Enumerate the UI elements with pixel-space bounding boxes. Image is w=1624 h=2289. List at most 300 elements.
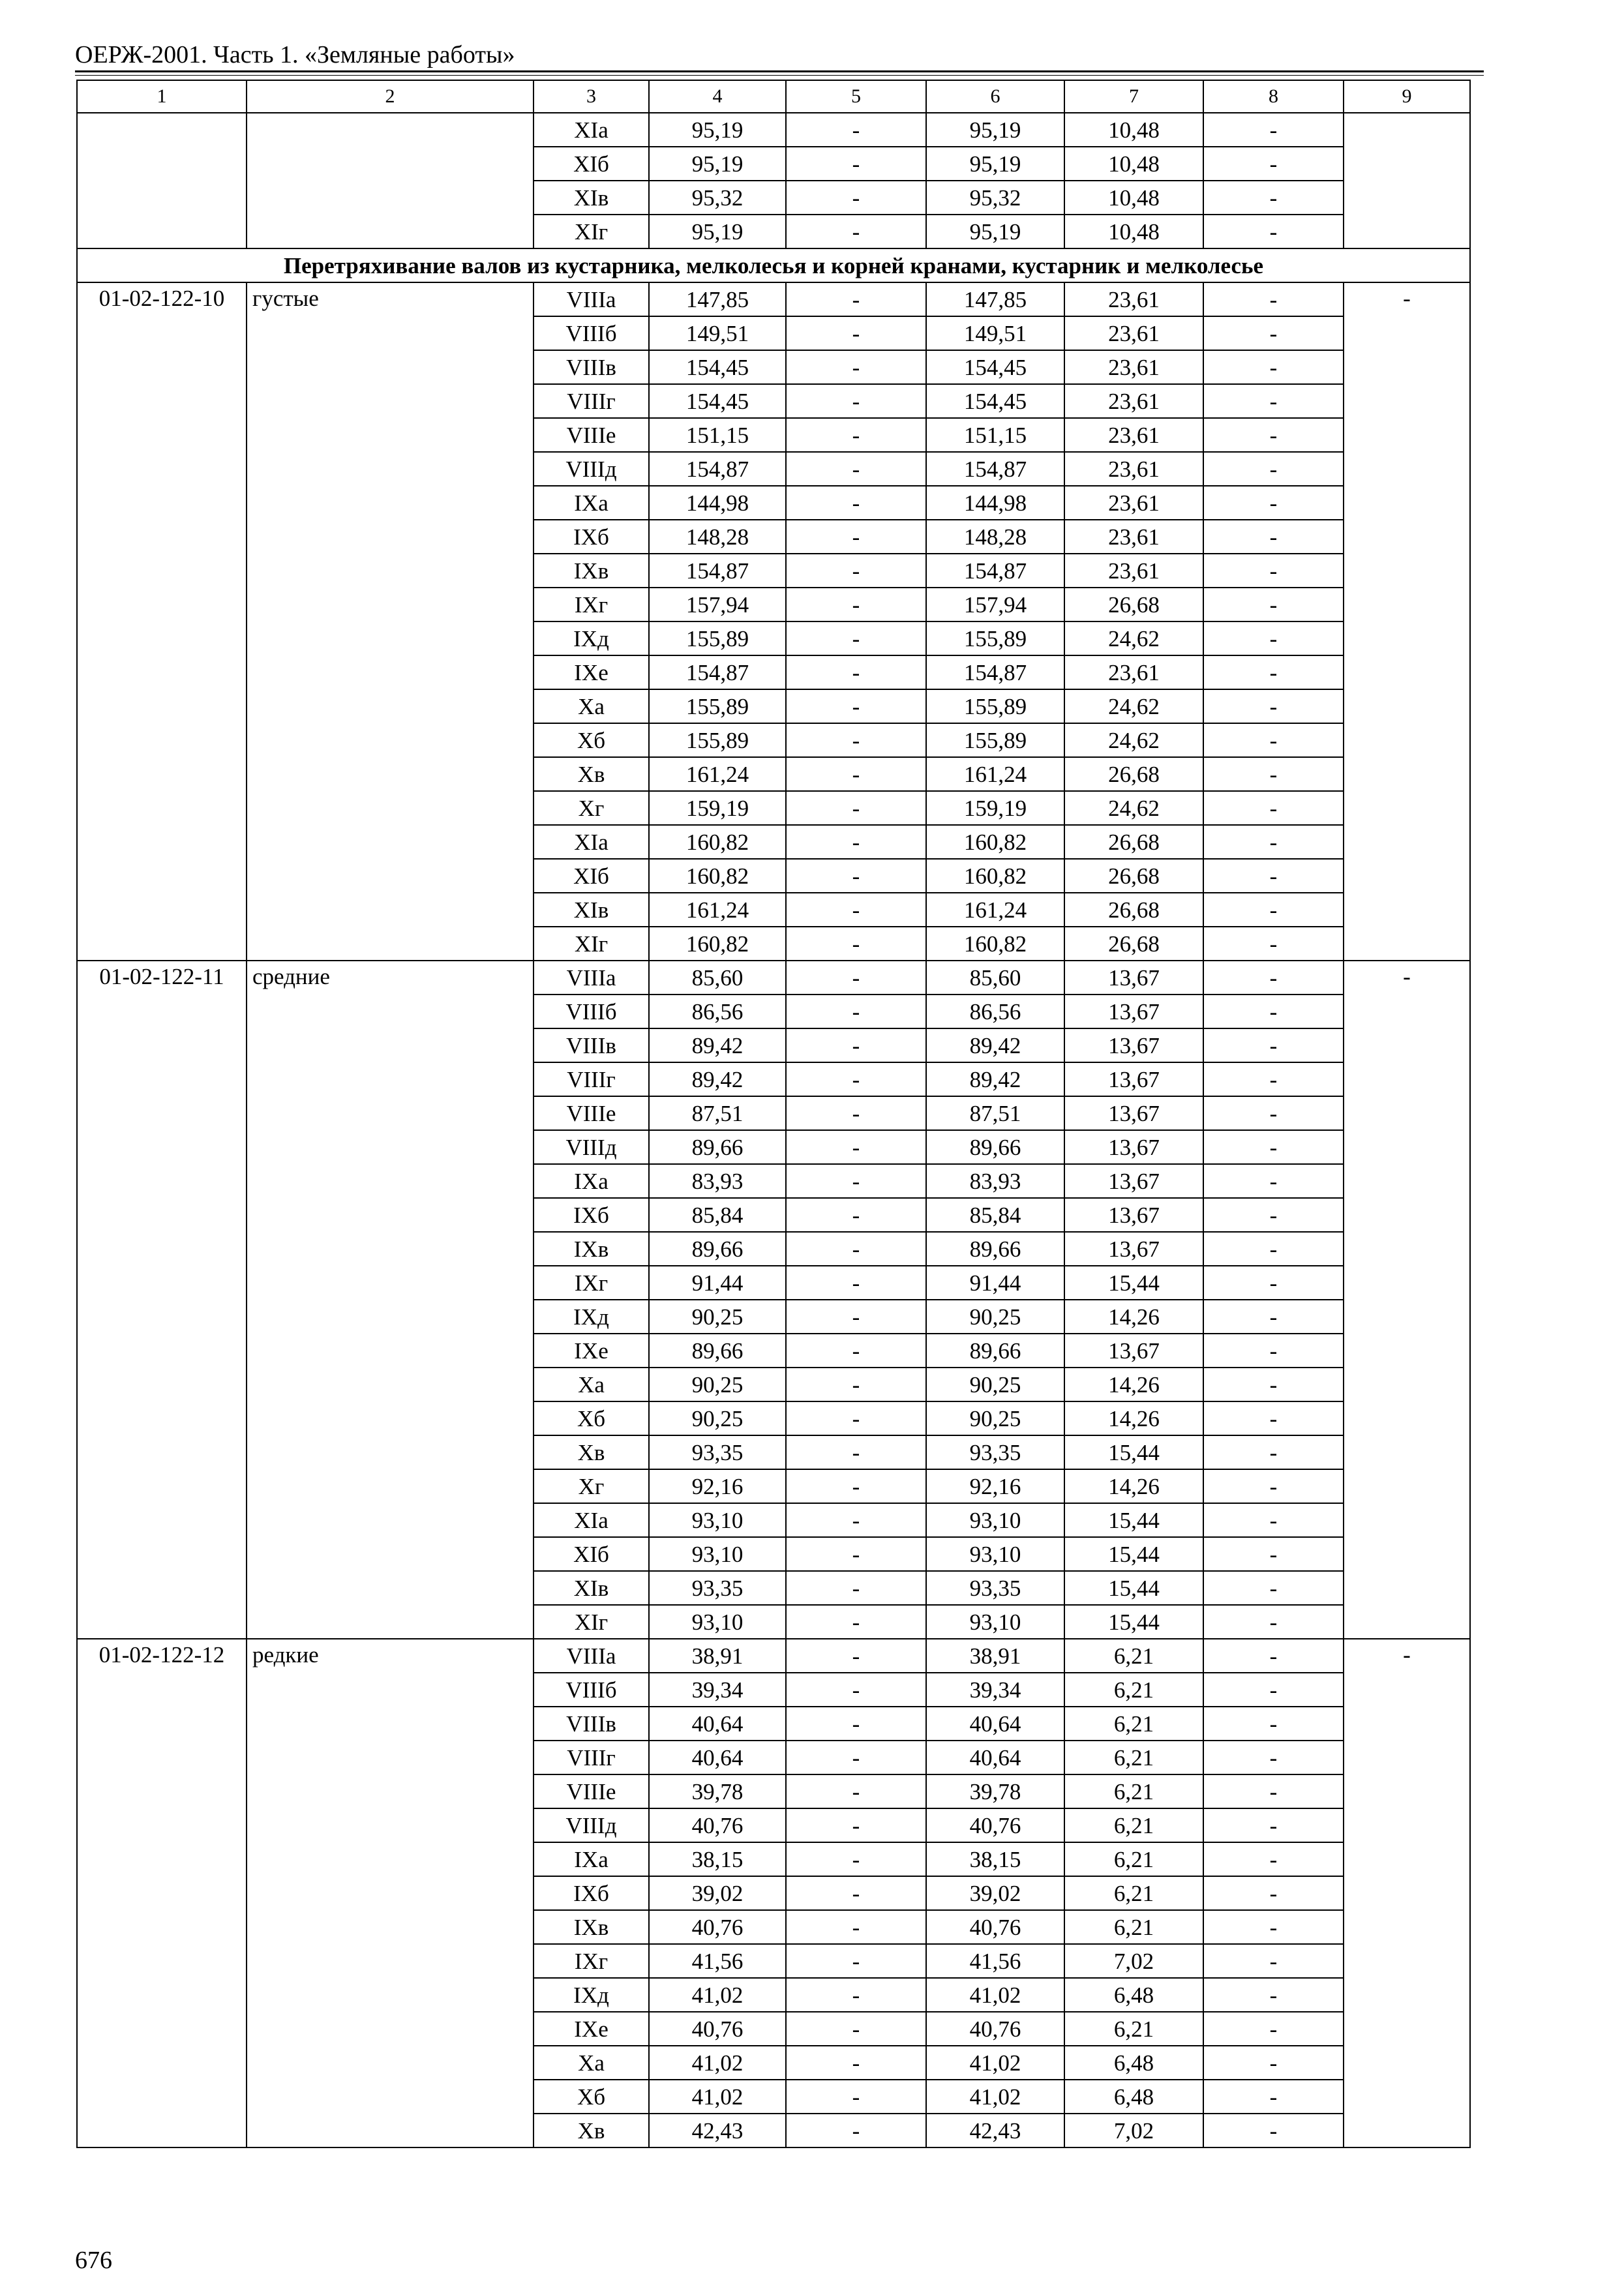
table-cell: -: [786, 215, 926, 248]
table-cell: 40,64: [649, 1741, 786, 1774]
table-cell: -: [1203, 588, 1344, 621]
table-cell: 154,87: [926, 655, 1064, 689]
table-cell: IXе: [534, 2012, 649, 2046]
table-cell: -: [786, 282, 926, 316]
table-cell: 154,45: [649, 384, 786, 418]
table-cell: XIа: [534, 1503, 649, 1537]
column-number: 7: [1064, 80, 1203, 113]
table-cell: -: [786, 1266, 926, 1300]
table-cell: XIв: [534, 181, 649, 215]
table-cell: -: [786, 1130, 926, 1164]
table-cell: 95,19: [926, 147, 1064, 181]
table-cell: -: [786, 1164, 926, 1198]
table-cell: 6,21: [1064, 1673, 1203, 1707]
table-cell: 15,44: [1064, 1266, 1203, 1300]
table-cell: -: [786, 554, 926, 588]
table-cell: 147,85: [926, 282, 1064, 316]
table-cell: 144,98: [649, 486, 786, 520]
table-cell: 6,21: [1064, 1910, 1203, 1944]
table-cell: 13,67: [1064, 995, 1203, 1028]
table-cell: IXв: [534, 554, 649, 588]
table-cell: -: [786, 1368, 926, 1401]
table-cell: 40,64: [926, 1707, 1064, 1741]
table-cell: IXв: [534, 1910, 649, 1944]
table-cell: 6,21: [1064, 1707, 1203, 1741]
table-cell: 161,24: [649, 757, 786, 791]
table-cell: 26,68: [1064, 893, 1203, 927]
table-cell: 41,02: [926, 2080, 1064, 2114]
table-cell: -: [1203, 1944, 1344, 1978]
table-cell: 95,19: [649, 147, 786, 181]
table-cell: XIв: [534, 1571, 649, 1605]
table-cell: Xб: [534, 1401, 649, 1435]
table-cell: 149,51: [649, 316, 786, 350]
table-cell: 26,68: [1064, 927, 1203, 961]
table-cell: 41,02: [649, 2080, 786, 2114]
table-cell: 41,56: [926, 1944, 1064, 1978]
table-cell: -: [786, 1808, 926, 1842]
table-cell: Xг: [534, 1469, 649, 1503]
table-cell: 155,89: [649, 723, 786, 757]
table-cell: XIг: [534, 927, 649, 961]
table-cell: 86,56: [926, 995, 1064, 1028]
table-cell: -: [786, 418, 926, 452]
table-cell: 154,87: [649, 554, 786, 588]
table-cell: 23,61: [1064, 384, 1203, 418]
table-cell: 23,61: [1064, 486, 1203, 520]
table-cell: 40,76: [926, 1910, 1064, 1944]
page-number: 676: [75, 2247, 112, 2274]
table-cell: 154,87: [926, 554, 1064, 588]
table-cell: 6,21: [1064, 2012, 1203, 2046]
table-cell: 93,35: [926, 1571, 1064, 1605]
table-cell: -: [1203, 1639, 1344, 1673]
table-cell: -: [786, 486, 926, 520]
table-cell: Xв: [534, 2114, 649, 2147]
table-cell: 95,32: [926, 181, 1064, 215]
table-cell: IXб: [534, 520, 649, 554]
table-cell: -: [1203, 1503, 1344, 1537]
table-cell: -: [786, 1774, 926, 1808]
table-cell: IXа: [534, 1164, 649, 1198]
table-cell: 93,10: [649, 1537, 786, 1571]
table-cell: 89,66: [649, 1130, 786, 1164]
table-cell: 13,67: [1064, 1130, 1203, 1164]
table-cell: -: [786, 1435, 926, 1469]
table-cell: -: [786, 723, 926, 757]
table-cell: VIIIе: [534, 1774, 649, 1808]
table-cell: -: [1203, 215, 1344, 248]
header-rule-thin: [75, 75, 1484, 76]
table-cell: -: [1203, 1673, 1344, 1707]
table-cell: -: [1203, 282, 1344, 316]
table-cell: 6,48: [1064, 2046, 1203, 2080]
table-cell: 39,78: [649, 1774, 786, 1808]
table-cell: -: [1203, 1876, 1344, 1910]
table-cell: 6,48: [1064, 2080, 1203, 2114]
table-cell: 160,82: [649, 825, 786, 859]
rate-name: редкие: [247, 1639, 534, 2147]
table-cell: XIг: [534, 1605, 649, 1639]
table-cell: 39,02: [649, 1876, 786, 1910]
table-cell: -: [1203, 1435, 1344, 1469]
table-cell: 13,67: [1064, 1028, 1203, 1062]
table-cell: 24,62: [1064, 621, 1203, 655]
table-cell: -: [1203, 723, 1344, 757]
table-cell: 24,62: [1064, 723, 1203, 757]
table-cell: -: [786, 1096, 926, 1130]
table-cell: -: [786, 384, 926, 418]
table-cell: 93,35: [926, 1435, 1064, 1469]
table-cell: -: [1203, 1062, 1344, 1096]
table-cell: 85,84: [649, 1198, 786, 1232]
rate-code: 01-02-122-12: [77, 1639, 247, 2147]
table-cell: -: [1203, 1707, 1344, 1741]
table-cell: 157,94: [926, 588, 1064, 621]
table-cell: 92,16: [649, 1469, 786, 1503]
table-cell: 90,25: [926, 1401, 1064, 1435]
table-cell: -: [1203, 1469, 1344, 1503]
table-cell: 95,19: [926, 113, 1064, 147]
table-cell: Xа: [534, 689, 649, 723]
column-number: 8: [1203, 80, 1344, 113]
table-cell: 154,87: [926, 452, 1064, 486]
table-cell: 147,85: [649, 282, 786, 316]
table-cell: -: [786, 316, 926, 350]
table-cell: 89,66: [649, 1334, 786, 1368]
table-cell: VIIIд: [534, 452, 649, 486]
table-cell: 15,44: [1064, 1537, 1203, 1571]
table-cell: 93,35: [649, 1435, 786, 1469]
table-cell: IXе: [534, 1334, 649, 1368]
table-cell: Xг: [534, 791, 649, 825]
table-cell: 40,76: [649, 1808, 786, 1842]
table-cell: XIв: [534, 893, 649, 927]
table-cell: -: [1203, 1130, 1344, 1164]
table-cell: 23,61: [1064, 350, 1203, 384]
table-cell: 95,19: [649, 113, 786, 147]
table-cell: 40,76: [649, 1910, 786, 1944]
table-cell: 15,44: [1064, 1571, 1203, 1605]
table-cell: 155,89: [649, 621, 786, 655]
table-cell: -: [1203, 554, 1344, 588]
table-cell: 39,34: [649, 1673, 786, 1707]
table-cell: 89,66: [926, 1130, 1064, 1164]
table-cell: 159,19: [649, 791, 786, 825]
table-cell: -: [1203, 486, 1344, 520]
table-cell: VIIIд: [534, 1130, 649, 1164]
section-row: [77, 248, 1470, 282]
table-cell: 160,82: [926, 859, 1064, 893]
table-cell: VIIIд: [534, 1808, 649, 1842]
table-cell: 160,82: [926, 825, 1064, 859]
table-cell: 10,48: [1064, 181, 1203, 215]
table-row: [77, 113, 1470, 147]
table-cell: 38,15: [926, 1842, 1064, 1876]
table-cell: VIIIв: [534, 350, 649, 384]
table-cell: 89,66: [649, 1232, 786, 1266]
table-cell: 10,48: [1064, 147, 1203, 181]
table-cell: 161,24: [926, 893, 1064, 927]
table-cell: 155,89: [649, 689, 786, 723]
table-cell: -: [786, 961, 926, 995]
table-cell: -: [786, 1741, 926, 1774]
table-cell: -: [786, 113, 926, 147]
table-cell: IXб: [534, 1198, 649, 1232]
table-cell: 15,44: [1064, 1435, 1203, 1469]
table-cell: 90,25: [926, 1368, 1064, 1401]
table-cell: -: [1203, 1096, 1344, 1130]
table-cell: -: [786, 2080, 926, 2114]
table-cell: 23,61: [1064, 316, 1203, 350]
table-cell: VIIIб: [534, 316, 649, 350]
table-cell: -: [1203, 825, 1344, 859]
table-cell: -: [1203, 350, 1344, 384]
table-cell: 149,51: [926, 316, 1064, 350]
table-cell: -: [786, 2012, 926, 2046]
table-cell: -: [1203, 1571, 1344, 1605]
table-cell: -: [786, 520, 926, 554]
column-number-row: [77, 80, 1470, 113]
table-cell: -: [1203, 1741, 1344, 1774]
table-cell: XIа: [534, 825, 649, 859]
table-cell: -: [1203, 1198, 1344, 1232]
table-cell: -: [1203, 859, 1344, 893]
table-cell: VIIIб: [534, 1673, 649, 1707]
table-cell: 89,66: [926, 1232, 1064, 1266]
table-cell: 6,21: [1064, 1876, 1203, 1910]
table-cell: -: [1203, 1774, 1344, 1808]
table-cell: IXа: [534, 486, 649, 520]
table-cell: 40,76: [926, 1808, 1064, 1842]
table-cell: -: [1203, 418, 1344, 452]
table-cell: 10,48: [1064, 215, 1203, 248]
table-cell: 89,42: [926, 1062, 1064, 1096]
table-cell: 10,48: [1064, 113, 1203, 147]
table-cell: -: [786, 350, 926, 384]
table-cell: -: [786, 927, 926, 961]
table-cell: 23,61: [1064, 554, 1203, 588]
table-cell: IXд: [534, 1978, 649, 2012]
table-cell: 39,34: [926, 1673, 1064, 1707]
table-cell: -: [1203, 1842, 1344, 1876]
table-row: [77, 282, 1470, 316]
header-rule: [75, 70, 1484, 72]
table-cell: 23,61: [1064, 452, 1203, 486]
table-cell: 42,43: [649, 2114, 786, 2147]
table-cell: -: [786, 1469, 926, 1503]
table-cell: 39,78: [926, 1774, 1064, 1808]
table-cell: 38,15: [649, 1842, 786, 1876]
table-cell: 160,82: [649, 859, 786, 893]
table-cell: 38,91: [926, 1639, 1064, 1673]
table-cell: 160,82: [926, 927, 1064, 961]
table-cell: 13,67: [1064, 1164, 1203, 1198]
table-cell: -: [786, 1910, 926, 1944]
table-cell: 13,67: [1064, 1334, 1203, 1368]
table-cell: 15,44: [1064, 1605, 1203, 1639]
table-cell: 6,48: [1064, 1978, 1203, 2012]
table-cell: 24,62: [1064, 791, 1203, 825]
table-cell: 13,67: [1064, 1232, 1203, 1266]
table-cell: VIIIа: [534, 1639, 649, 1673]
table-cell: 15,44: [1064, 1503, 1203, 1537]
table-cell: VIIIе: [534, 1096, 649, 1130]
table-cell: 23,61: [1064, 418, 1203, 452]
table-cell: 6,21: [1064, 1842, 1203, 1876]
table-cell: VIIIе: [534, 418, 649, 452]
col9-cell: -: [1344, 961, 1470, 1639]
table-cell: -: [1203, 1401, 1344, 1435]
table-cell: -: [1203, 384, 1344, 418]
table-row: [77, 1639, 1470, 1673]
table-cell: 93,10: [926, 1537, 1064, 1571]
table-cell: Xа: [534, 2046, 649, 2080]
rates-table: [76, 80, 1471, 2148]
table-cell: -: [1203, 689, 1344, 723]
column-number: 1: [77, 80, 247, 113]
table-cell: VIIIв: [534, 1707, 649, 1741]
table-cell: 6,21: [1064, 1774, 1203, 1808]
column-number: 4: [649, 80, 786, 113]
table-cell: 148,28: [649, 520, 786, 554]
table-cell: 85,84: [926, 1198, 1064, 1232]
table-cell: -: [1203, 1978, 1344, 2012]
table-cell: -: [786, 1571, 926, 1605]
table-cell: 95,19: [649, 215, 786, 248]
table-cell: 6,21: [1064, 1741, 1203, 1774]
table-cell: 91,44: [926, 1266, 1064, 1300]
table-cell: 6,21: [1064, 1639, 1203, 1673]
table-cell: 155,89: [926, 689, 1064, 723]
table-cell: IXд: [534, 621, 649, 655]
table-cell: -: [1203, 1808, 1344, 1842]
table-cell: 83,93: [649, 1164, 786, 1198]
table-cell: -: [1203, 893, 1344, 927]
table-cell: 14,26: [1064, 1300, 1203, 1334]
table-cell: 161,24: [926, 757, 1064, 791]
column-number: 5: [786, 80, 926, 113]
table-cell: 13,67: [1064, 1062, 1203, 1096]
table-cell: 23,61: [1064, 655, 1203, 689]
table-cell: 144,98: [926, 486, 1064, 520]
table-cell: 41,02: [926, 1978, 1064, 2012]
table-cell: -: [786, 1978, 926, 2012]
table-cell: 155,89: [926, 723, 1064, 757]
table-cell: IXв: [534, 1232, 649, 1266]
table-cell: 90,25: [649, 1300, 786, 1334]
table-cell: -: [786, 1503, 926, 1537]
table-cell: -: [786, 1334, 926, 1368]
table-cell: -: [1203, 520, 1344, 554]
table-cell: XIб: [534, 1537, 649, 1571]
table-cell: 160,82: [649, 927, 786, 961]
table-cell: -: [1203, 2046, 1344, 2080]
table-cell: -: [1203, 1164, 1344, 1198]
table-cell: -: [786, 1876, 926, 1910]
table-cell: 26,68: [1064, 588, 1203, 621]
table-cell: Xа: [534, 1368, 649, 1401]
page-header-title: ОЕРЖ-2001. Часть 1. «Земляные работы»: [75, 41, 515, 68]
table-cell: 91,44: [649, 1266, 786, 1300]
table-cell: 40,64: [649, 1707, 786, 1741]
table-cell: -: [1203, 995, 1344, 1028]
table-cell: -: [1203, 1300, 1344, 1334]
table-cell: 93,10: [926, 1503, 1064, 1537]
column-number: 2: [247, 80, 534, 113]
table-cell: 39,02: [926, 1876, 1064, 1910]
table-cell: XIг: [534, 215, 649, 248]
table-cell: -: [786, 893, 926, 927]
table-cell: VIIIг: [534, 1741, 649, 1774]
table-cell: 42,43: [926, 2114, 1064, 2147]
table-cell: -: [786, 2114, 926, 2147]
table-cell: -: [786, 757, 926, 791]
column-number: 9: [1344, 80, 1470, 113]
table-cell: Xв: [534, 757, 649, 791]
table-cell: 151,15: [926, 418, 1064, 452]
table-cell: 40,76: [926, 2012, 1064, 2046]
table-cell: -: [1203, 2080, 1344, 2114]
table-cell: 14,26: [1064, 1401, 1203, 1435]
table-cell: -: [1203, 181, 1344, 215]
table-cell: 154,45: [649, 350, 786, 384]
col9-cell: -: [1344, 282, 1470, 961]
table-cell: -: [1203, 757, 1344, 791]
table-cell: 93,10: [649, 1605, 786, 1639]
table-cell: 154,45: [926, 384, 1064, 418]
table-cell: IXе: [534, 655, 649, 689]
rate-name: средние: [247, 961, 534, 1639]
table-cell: 93,10: [926, 1605, 1064, 1639]
table-cell: 85,60: [926, 961, 1064, 995]
table-cell: 161,24: [649, 893, 786, 927]
table-cell: -: [1203, 1334, 1344, 1368]
table-cell: 92,16: [926, 1469, 1064, 1503]
table-cell: 90,25: [649, 1368, 786, 1401]
section-title: Перетряхивание валов из кустарника, мелколесья и корней кранами, кустарник и мелколесье: [77, 248, 1470, 282]
table-cell: -: [786, 1944, 926, 1978]
table-cell: -: [786, 1028, 926, 1062]
table-cell: -: [786, 859, 926, 893]
table-cell: 89,66: [926, 1334, 1064, 1368]
table-cell: 40,64: [926, 1741, 1064, 1774]
table-cell: IXг: [534, 1266, 649, 1300]
table-cell: -: [1203, 961, 1344, 995]
col9-cell: [1344, 113, 1470, 248]
table-cell: 87,51: [926, 1096, 1064, 1130]
table-cell: -: [786, 1232, 926, 1266]
table-cell: 83,93: [926, 1164, 1064, 1198]
table-cell: -: [1203, 927, 1344, 961]
table-cell: 7,02: [1064, 1944, 1203, 1978]
table-cell: -: [1203, 113, 1344, 147]
table-cell: -: [786, 1401, 926, 1435]
table-cell: 13,67: [1064, 1096, 1203, 1130]
table-cell: 89,42: [649, 1062, 786, 1096]
table-cell: 155,89: [926, 621, 1064, 655]
table-cell: -: [1203, 2114, 1344, 2147]
column-number: 6: [926, 80, 1064, 113]
table-cell: 154,45: [926, 350, 1064, 384]
table-cell: 40,76: [649, 2012, 786, 2046]
name-cell: [247, 113, 534, 248]
table-cell: -: [1203, 1605, 1344, 1639]
table-cell: -: [786, 621, 926, 655]
table-cell: -: [1203, 655, 1344, 689]
table-row: [77, 961, 1470, 995]
col9-cell: -: [1344, 1639, 1470, 2147]
